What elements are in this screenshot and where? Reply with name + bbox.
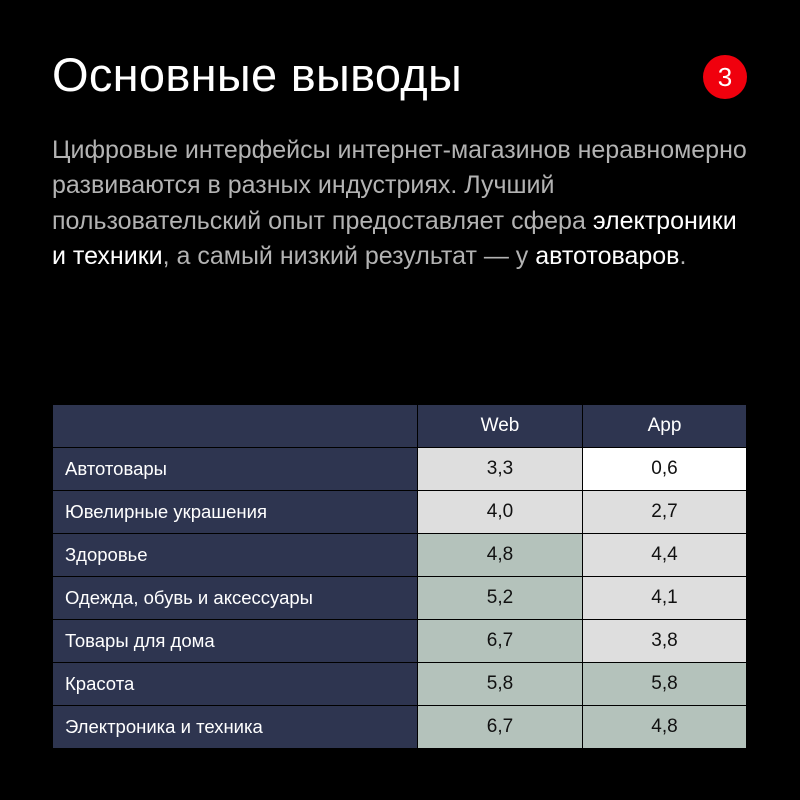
row-category: Красота <box>53 663 418 706</box>
row-category: Одежда, обувь и аксессуары <box>53 577 418 620</box>
row-category: Здоровье <box>53 534 418 577</box>
table-row <box>53 577 747 620</box>
lead-highlight-electronics: электроники и техники <box>52 206 737 271</box>
column-header-web: Web <box>418 405 583 448</box>
web-score-cell: 5,2 <box>418 577 583 620</box>
table-header-row <box>53 405 747 448</box>
app-score-cell: 2,7 <box>583 491 747 534</box>
table-row <box>53 706 747 749</box>
row-category: Электроника и техника <box>53 706 418 749</box>
app-score-cell: 0,6 <box>583 448 747 491</box>
app-score-cell: 4,4 <box>583 534 747 577</box>
web-score-cell: 4,8 <box>418 534 583 577</box>
row-category: Товары для дома <box>53 620 418 663</box>
table-row <box>53 620 747 663</box>
lead-text-3: . <box>679 242 687 271</box>
app-score-cell: 4,1 <box>583 577 747 620</box>
results-table <box>52 404 747 749</box>
lead-highlight-auto: автотоваров <box>535 242 680 271</box>
column-header-category <box>53 405 418 448</box>
table-row <box>53 534 747 577</box>
lead-text-2: , а самый низкий результат — у <box>162 242 536 271</box>
row-category: Автотовары <box>53 448 418 491</box>
web-score-cell: 6,7 <box>418 620 583 663</box>
column-header-app: App <box>583 405 747 448</box>
table-row <box>53 663 747 706</box>
app-score-cell: 5,8 <box>583 663 747 706</box>
app-score-cell: 4,8 <box>583 706 747 749</box>
lead-paragraph <box>52 133 752 275</box>
table-row <box>53 448 747 491</box>
web-score-cell: 3,3 <box>418 448 583 491</box>
web-score-cell: 6,7 <box>418 706 583 749</box>
row-category: Ювелирные украшения <box>53 491 418 534</box>
lead-text-1: Цифровые интерфейсы интернет-магазинов неравномерно развиваются в разных индустриях. Лучший пользовательский опыт предоставляет сфера <box>52 136 747 235</box>
web-score-cell: 5,8 <box>418 663 583 706</box>
app-score-cell: 3,8 <box>583 620 747 663</box>
page-number-badge: 3 <box>703 55 747 99</box>
table-row <box>53 491 747 534</box>
page-title: Основные выводы <box>52 48 463 101</box>
web-score-cell: 4,0 <box>418 491 583 534</box>
